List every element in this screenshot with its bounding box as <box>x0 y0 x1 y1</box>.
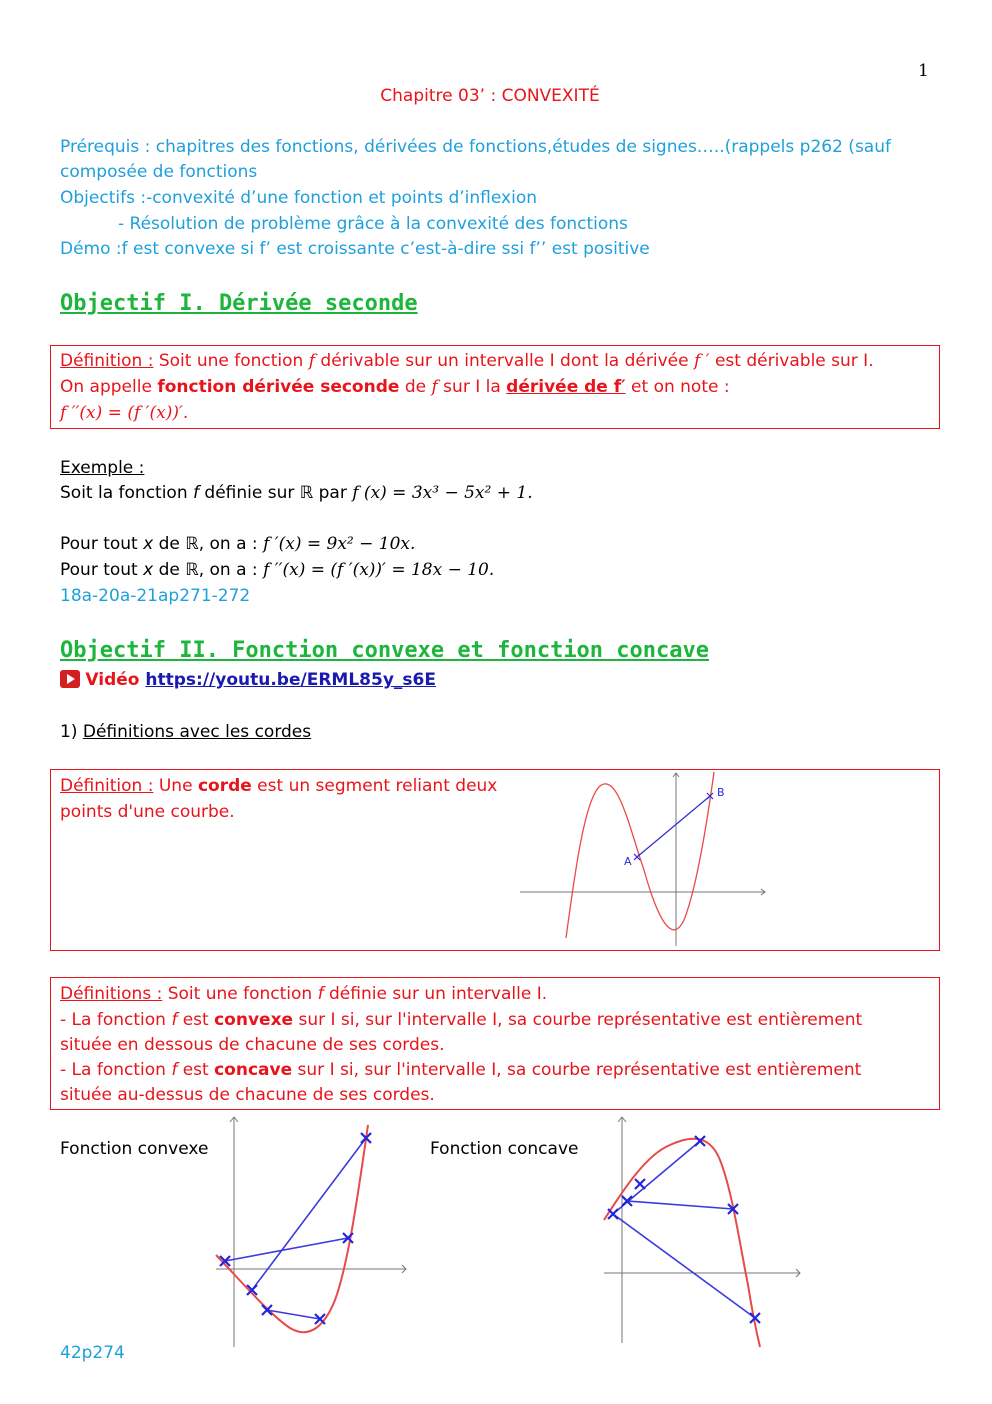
section-1-heading: Objectif I. Dérivée seconde <box>60 291 418 316</box>
objectives-line-2: - Résolution de problème grâce à la convexité des fonctions <box>118 214 628 234</box>
example-label: Exemple : <box>60 458 145 478</box>
example-line-2: Pour tout x de ℝ, on a : f ′(x) = 9x² − 10x. <box>60 534 416 554</box>
definition-box-second-derivative <box>50 345 940 429</box>
definition-line-1: Définition : Soit une fonction f dérivable sur un intervalle I dont la dérivée f ′ est dérivable sur I. <box>60 351 874 371</box>
objectives-line: Objectifs :-convexité d’une fonction et points d’inflexion <box>60 188 537 208</box>
definition-formula: f ′′(x) = (f ′(x))′. <box>60 403 189 423</box>
section-2-heading: Objectif II. Fonction convexe et fonction concave <box>60 638 710 663</box>
definition-box-convexity <box>50 977 940 1110</box>
chord-segment <box>637 796 710 857</box>
chord-definition-line-2: points d'une courbe. <box>60 802 235 822</box>
concave-figure <box>600 1115 805 1350</box>
video-line: Vidéo https://youtu.be/ERML85y_s6E <box>60 669 436 691</box>
subsection-1-title: 1) Définitions avec les cordes <box>60 722 312 742</box>
concave-curve <box>604 1139 760 1347</box>
endpoint-marker <box>608 1209 618 1219</box>
chord-1 <box>225 1238 348 1261</box>
point-a-label: A <box>624 855 632 868</box>
chord-3 <box>613 1214 755 1318</box>
chord-2 <box>252 1138 366 1290</box>
chord-definition-line-1: Définition : Une corde est un segment reliant deux <box>60 776 498 796</box>
convexity-definition-line-4: - La fonction f est concave sur I si, sur l'intervalle I, sa courbe représentative est entièrement <box>60 1060 862 1080</box>
concave-caption: Fonction concave <box>430 1139 579 1159</box>
exercise-reference-2: 42p274 <box>60 1343 125 1363</box>
definition-line-2: On appelle fonction dérivée seconde de f sur I la dérivée de f′ et on note : <box>60 377 730 397</box>
demo-line: Démo :f est convexe si f’ est croissante c’est-à-dire ssi f’’ est positive <box>60 239 650 259</box>
chord-figure <box>510 770 780 948</box>
convex-caption: Fonction convexe <box>60 1139 209 1159</box>
convexity-definition-line-5: située au-dessus de chacune de ses cordes. <box>60 1085 435 1105</box>
chapter-title: Chapitre 03’ : CONVEXITÉ <box>380 86 600 106</box>
example-line-3: Pour tout x de ℝ, on a : f ′′(x) = (f ′(x))′ = 18x − 10. <box>60 560 495 580</box>
chord-3 <box>267 1310 320 1319</box>
point-b-label: B <box>717 786 725 799</box>
play-icon <box>60 670 80 688</box>
endpoint-marker <box>635 1179 645 1189</box>
convex-figure <box>210 1115 415 1350</box>
exercise-reference: 18a-20a-21ap271-272 <box>60 586 251 606</box>
convexity-definition-line-1: Définitions : Soit une fonction f définie sur un intervalle I. <box>60 984 548 1004</box>
prereq-line-2: composée de fonctions <box>60 162 258 182</box>
convex-curve <box>216 1125 368 1332</box>
convexity-definition-line-2: - La fonction f est convexe sur I si, sur l'intervalle I, sa courbe représentative est entièrement <box>60 1010 863 1030</box>
prereq-line: Prérequis : chapitres des fonctions, dérivées de fonctions,études de signes…..(rappels p262 (sauf <box>60 137 891 157</box>
page-number: 1 <box>918 61 929 81</box>
example-line-1: Soit la fonction f définie sur ℝ par f (x) = 3x³ − 5x² + 1. <box>60 483 533 503</box>
convexity-definition-line-3: située en dessous de chacune de ses cordes. <box>60 1035 445 1055</box>
chord-2 <box>627 1201 733 1209</box>
definition-box-chord <box>50 769 940 951</box>
video-link[interactable]: https://youtu.be/ERML85y_s6E <box>145 670 436 690</box>
